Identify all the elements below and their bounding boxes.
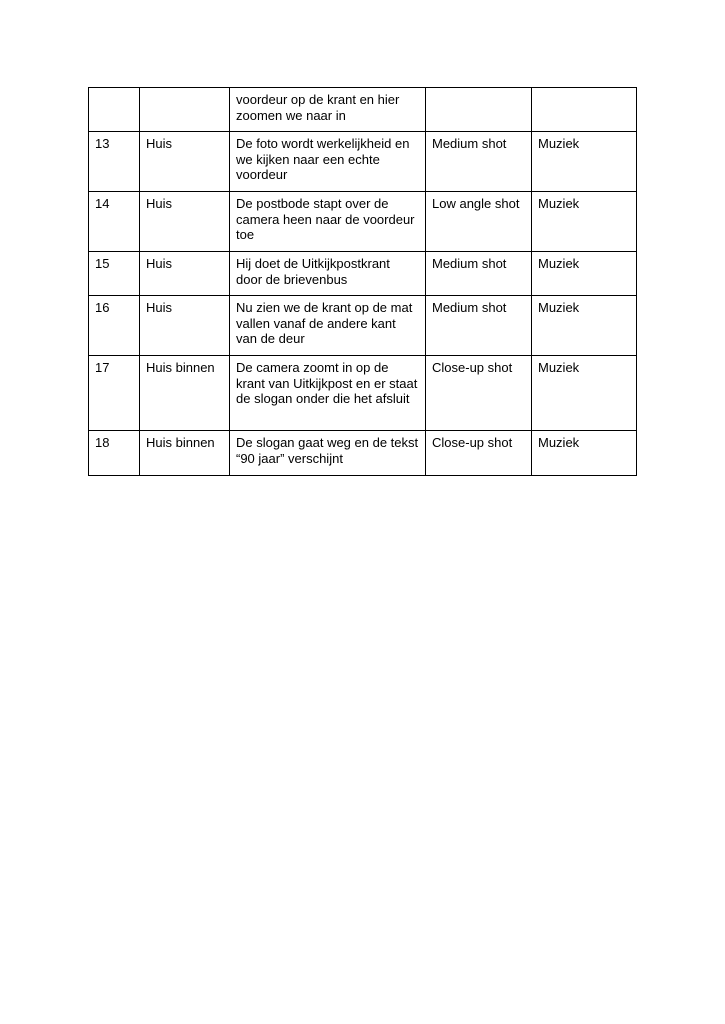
audio-cell — [532, 88, 637, 132]
description-cell: Hij doet de Uitkijkpostkrant door de brievenbus — [230, 252, 426, 296]
location-cell: Huis — [140, 296, 230, 356]
scene-number-cell: 13 — [89, 132, 140, 192]
description-cell: De postbode stapt over de camera heen naar de voordeur toe — [230, 192, 426, 252]
description-cell: voordeur op de krant en hier zoomen we naar in — [230, 88, 426, 132]
location-cell: Huis binnen — [140, 431, 230, 476]
table-row — [89, 192, 637, 252]
scene-number-cell: 15 — [89, 252, 140, 296]
table-row — [89, 88, 637, 132]
shot-type-cell: Low angle shot — [426, 192, 532, 252]
shot-type-cell: Close-up shot — [426, 431, 532, 476]
table-row — [89, 296, 637, 356]
shot-type-cell: Medium shot — [426, 132, 532, 192]
storyboard-table — [88, 87, 637, 476]
scene-number-cell: 14 — [89, 192, 140, 252]
table-row — [89, 356, 637, 431]
shot-type-cell: Medium shot — [426, 296, 532, 356]
location-cell: Huis — [140, 132, 230, 192]
shot-type-cell: Close-up shot — [426, 356, 532, 431]
scene-number-cell: 16 — [89, 296, 140, 356]
table-row — [89, 132, 637, 192]
description-cell: De foto wordt werkelijkheid en we kijken naar een echte voordeur — [230, 132, 426, 192]
table-row — [89, 431, 637, 476]
audio-cell: Muziek — [532, 356, 637, 431]
description-cell: De camera zoomt in op de krant van Uitkijkpost en er staat de slogan onder die het afsluit — [230, 356, 426, 431]
description-cell: Nu zien we de krant op de mat vallen vanaf de andere kant van de deur — [230, 296, 426, 356]
audio-cell: Muziek — [532, 431, 637, 476]
location-cell — [140, 88, 230, 132]
scene-number-cell: 17 — [89, 356, 140, 431]
shot-type-cell — [426, 88, 532, 132]
scene-number-cell: 18 — [89, 431, 140, 476]
audio-cell: Muziek — [532, 296, 637, 356]
scene-number-cell — [89, 88, 140, 132]
table-row — [89, 252, 637, 296]
audio-cell: Muziek — [532, 192, 637, 252]
description-cell: De slogan gaat weg en de tekst “90 jaar” verschijnt — [230, 431, 426, 476]
shot-type-cell: Medium shot — [426, 252, 532, 296]
audio-cell: Muziek — [532, 252, 637, 296]
location-cell: Huis — [140, 252, 230, 296]
location-cell: Huis binnen — [140, 356, 230, 431]
audio-cell: Muziek — [532, 132, 637, 192]
location-cell: Huis — [140, 192, 230, 252]
